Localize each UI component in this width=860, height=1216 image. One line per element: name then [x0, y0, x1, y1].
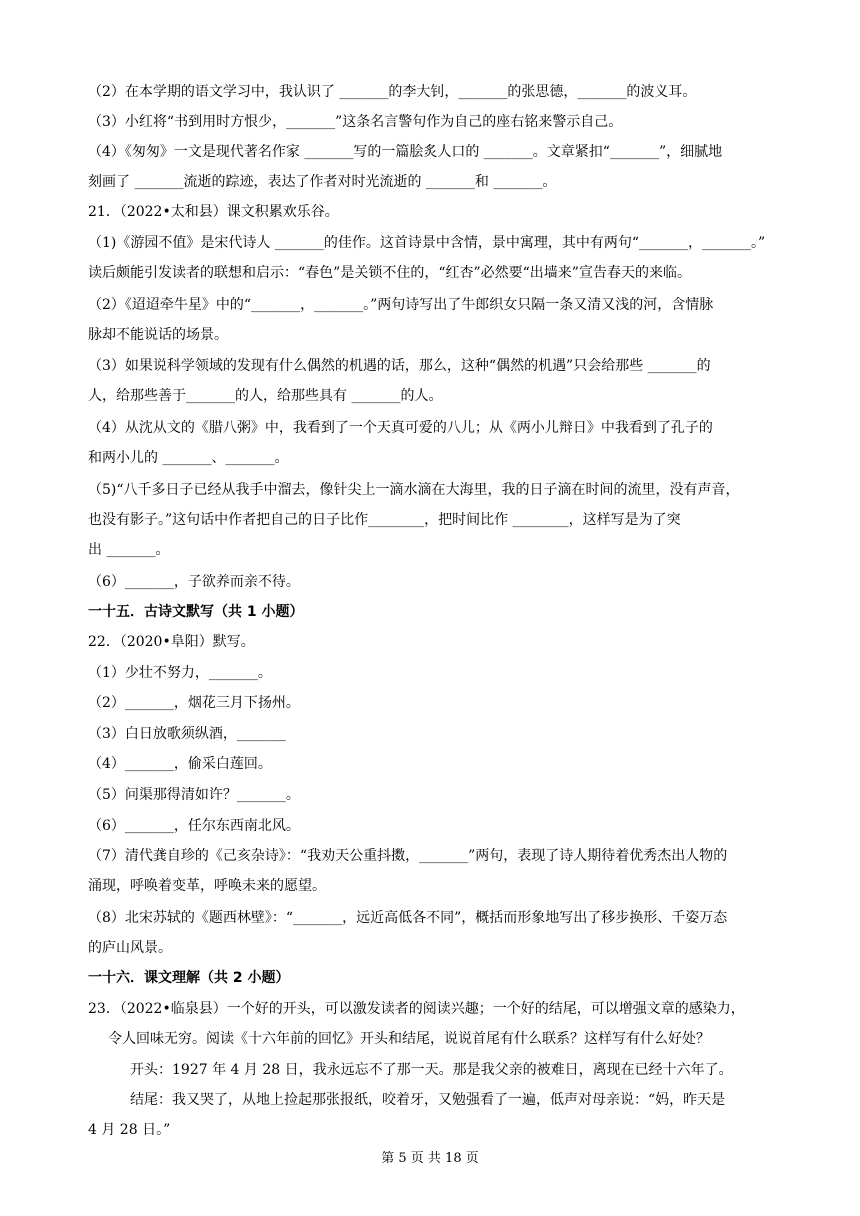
q22-item-5: （5）问渠那得清如许？_______。: [88, 787, 300, 803]
q22-item-2: （2）_______，烟花三月下扬州。: [88, 695, 300, 711]
q21-item-2-cont: 脉却不能说话的场景。: [88, 327, 228, 343]
q21-item-2: （2）《迢迢牵牛星》中的“_______，_______。”两句诗写出了牛郎织女只隔一条又清又浅的河，含情脉: [88, 297, 714, 313]
q23-stem-cont: 令人回味无穷。阅读《十六年前的回忆》开头和结尾，说说首尾有什么联系？这样写有什么好处？: [108, 1031, 710, 1047]
q23-ending: 结尾：我又哭了，从地上捡起那张报纸，咬着牙，又勉强看了一遍，低声对母亲说：“妈，昨天是: [130, 1092, 726, 1108]
q21-item-4: （4）从沈从文的《腊八粥》中，我看到了一个天真可爱的八儿；从《两小儿辩日》中我看到了孔子的: [88, 420, 713, 436]
section-15-heading: 一十五．古诗文默写（共 1 小题）: [88, 604, 304, 620]
q23-stem: 23．（2022•临泉县）一个好的开头，可以激发读者的阅读兴趣；一个好的结尾，可以增强文章的感染力，: [88, 1001, 745, 1017]
q23-opening: 开头：1927 年 4 月 28 日，我永远忘不了那一天。那是我父亲的被难日，离现在已经十六年了。: [130, 1062, 733, 1078]
q22-item-7: （7）清代龚自珍的《己亥杂诗》：“我劝天公重抖擞，_______”两句，表现了诗人期待着优秀杰出人物的: [88, 848, 728, 864]
q21-item-4-cont: 和两小儿的 _______、_______。: [88, 450, 289, 466]
q20-item-4: （4）《匆匆》一文是现代著名作家 _______写的一篇脍炙人口的 _______。文章紧扣“_______”，细腻地: [88, 144, 723, 160]
page-footer: 第 5 页 共 18 页: [381, 1151, 479, 1166]
q21-item-5: （5)“八千多日子已经从我手中溜去，像针尖上一滴水滴在大海里，我的日子滴在时间的流里，没有声音，: [88, 482, 740, 498]
q21-item-5-end: 出 _______。: [88, 542, 170, 558]
q21-item-6: （6）_______，子欲养而亲不待。: [88, 574, 300, 590]
q23-ending-cont: 4 月 28 日。”: [88, 1122, 171, 1138]
q22-item-1: （1）少壮不努力，_______。: [88, 665, 272, 681]
q21-item-1-cont: 读后颇能引发读者的联想和启示：“春色”是关锁不住的，“红杏”必然要“出墙来”宣告春天的来临。: [88, 265, 691, 281]
q22-item-7-cont: 涌现，呼唤着变革，呼唤未来的愿望。: [88, 878, 326, 894]
q22-item-4: （4）_______，偷采白莲回。: [88, 756, 272, 772]
q21-item-5-cont: 也没有影子。”这句话中作者把自己的日子比作________，把时间比作 ________，这样写是为了突: [88, 512, 681, 528]
q22-item-3: （3）白日放歌须纵酒，_______: [88, 726, 286, 742]
q20-item-3: （3）小红将“书到用时方恨少，_______”这条名言警句作为自己的座右铭来警示自己。: [88, 114, 623, 130]
q20-item-2: （2）在本学期的语文学习中，我认识了 _______的李大钊，_______的张思德，_______的波义耳。: [88, 84, 697, 100]
q22-stem: 22．（2020•阜阳）默写。: [88, 634, 255, 650]
q22-item-6: （6）_______，任尔东西南北风。: [88, 818, 300, 834]
q22-item-8: （8）北宋苏轼的《题西林壁》：“_______，远近高低各不同”，概括而形象地写出了移步换形、千姿万态: [88, 910, 728, 926]
q21-item-3: （3）如果说科学领域的发现有什么偶然的机遇的话，那么，这种“偶然的机遇”只会给那些 _______的: [88, 358, 711, 374]
section-16-heading: 一十六．课文理解（共 2 小题）: [88, 970, 290, 986]
q20-item-4-cont: 刻画了 _______流逝的踪迹，表达了作者对时光流逝的 _______和 _______。: [88, 174, 557, 190]
q21-stem: 21．（2022•太和县）课文积累欢乐谷。: [88, 204, 339, 220]
q21-item-1: （1)《游园不值》是宋代诗人 _______的佳作。这首诗景中含情，景中寓理，其中有两句“_______，_______。”: [88, 235, 766, 251]
q21-item-3-cont: 人，给那些善于_______的人，给那些具有 _______的人。: [88, 388, 443, 404]
q22-item-8-cont: 的庐山风景。: [88, 940, 172, 956]
